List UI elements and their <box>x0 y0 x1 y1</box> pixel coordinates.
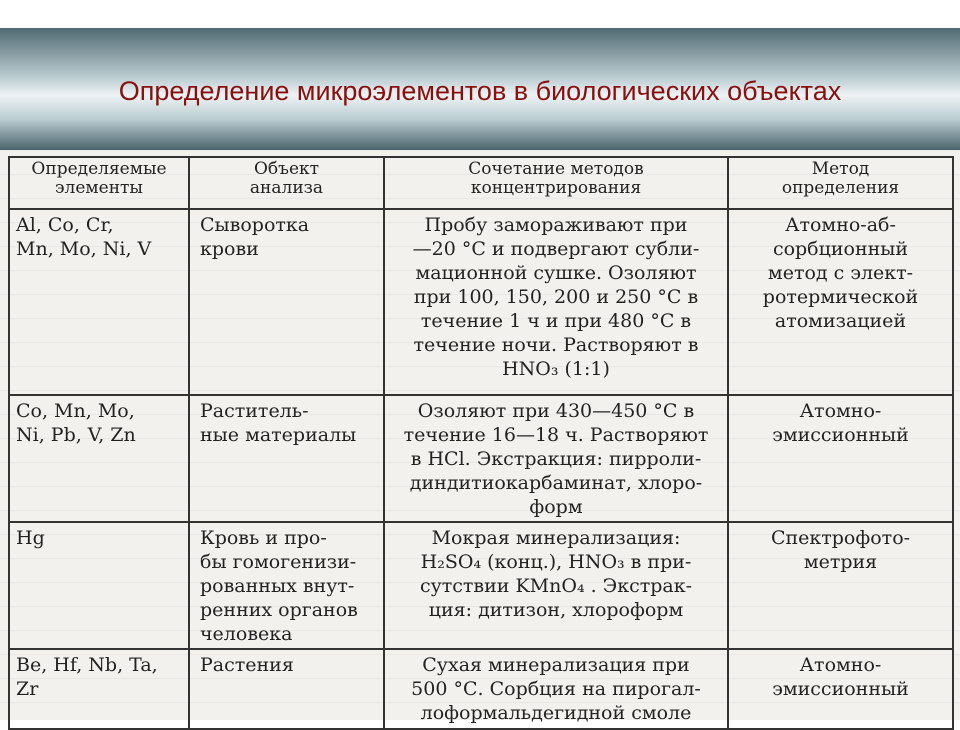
cell-elements: Hg <box>9 522 189 649</box>
header-concentration-methods: Сочетание методов концентрирования <box>384 157 728 209</box>
table-row <box>9 522 953 649</box>
cell-detection: Атомно- эмиссионный <box>728 649 953 729</box>
table-header-row <box>9 157 953 209</box>
cell-object: Сыворотка крови <box>189 209 384 395</box>
cell-method: Пробу замораживают при —20 °С и подвергают субли- мационной сушке. Озоляют при 100, 150, 200 и 250 °С в течение 1 ч и при 480 °С в течение ночи. Растворяют в HNO₃ (1:1) <box>384 209 728 395</box>
table-row <box>9 395 953 522</box>
page-title: Определение микроэлементов в биологических объектах <box>118 76 842 106</box>
cell-object: Растения <box>189 649 384 729</box>
elements-table <box>8 156 954 730</box>
cell-elements: Co, Mn, Mo, Ni, Pb, V, Zn <box>9 395 189 522</box>
table-row <box>9 649 953 729</box>
cell-elements: Be, Hf, Nb, Ta, Zr <box>9 649 189 729</box>
cell-object: Кровь и про- бы гомогенизи- рованных внут- ренних органов человека <box>189 522 384 649</box>
cell-method: Мокрая минерализация: H₂SO₄ (конц.), HNO₃ в при- сутствии KMnO₄ . Экстрак- ция: дитизон, хлороформ <box>384 522 728 649</box>
cell-detection: Спектрофото- метрия <box>728 522 953 649</box>
cell-object: Раститель- ные материалы <box>189 395 384 522</box>
cell-detection: Атомно- эмиссионный <box>728 395 953 522</box>
header-detection-method: Метод определения <box>728 157 953 209</box>
header-elements: Определяемые элементы <box>9 157 189 209</box>
cell-method: Сухая минерализация при 500 °С. Сорбция на пирогал- лоформальдегидной смоле <box>384 649 728 729</box>
cell-elements: Al, Co, Cr, Mn, Mo, Ni, V <box>9 209 189 395</box>
table-row <box>9 209 953 395</box>
cell-detection: Атомно-аб- сорбционный метод с элект- ротермической атомизацией <box>728 209 953 395</box>
cell-method: Озоляют при 430—450 °С в течение 16—18 ч. Растворяют в HCl. Экстракция: пирроли- диндитиокарбаминат, хлоро- форм <box>384 395 728 522</box>
header-object: Объект анализа <box>189 157 384 209</box>
